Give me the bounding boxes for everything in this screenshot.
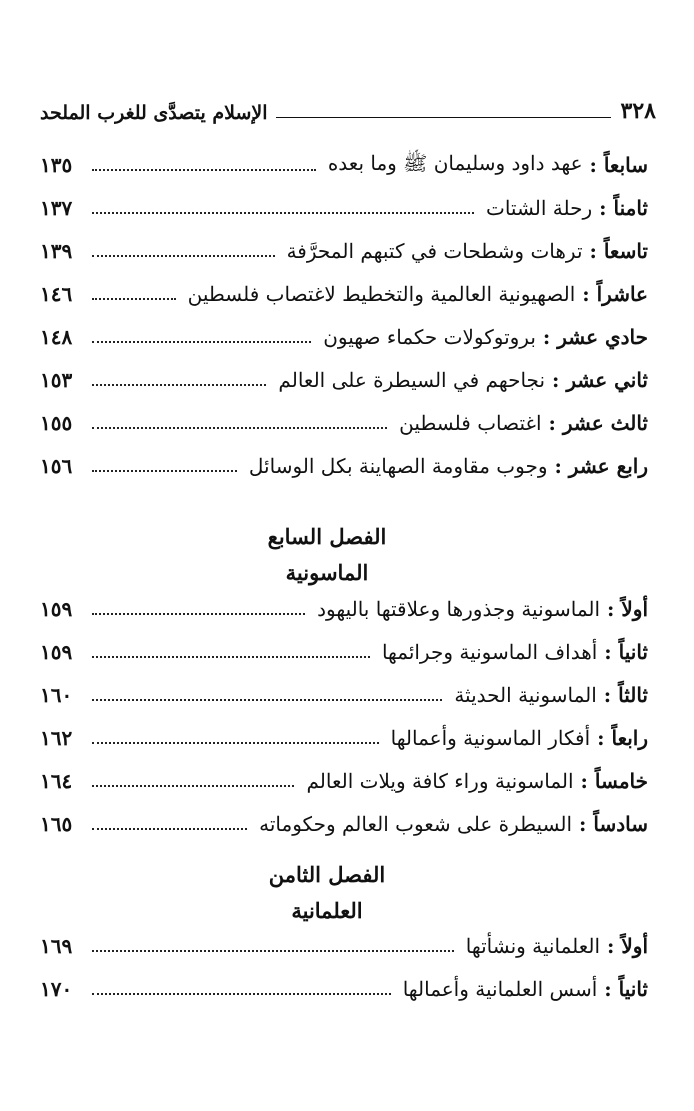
toc-entry-title: رحلة الشتات	[486, 196, 593, 220]
chapter-subheading: العلمانية	[291, 898, 363, 923]
toc-entry-page: ١٦٥	[40, 812, 73, 836]
leader-dots	[92, 828, 247, 830]
toc-entry	[40, 764, 648, 798]
toc-entry-title: وجوب مقاومة الصهاينة بكل الوسائل	[248, 454, 548, 478]
toc-entry	[40, 320, 648, 354]
toc-entry	[40, 406, 648, 440]
toc-colon: :	[596, 683, 619, 707]
toc-entry-title: أهداف الماسونية وجرائمها	[381, 640, 598, 664]
toc-entry-page: ١٤٨	[40, 325, 73, 349]
toc-entry-page: ١٦٩	[40, 934, 73, 958]
toc-entry	[40, 234, 648, 268]
toc-entry-label: سادساً	[593, 812, 648, 836]
toc-entry	[40, 972, 648, 1006]
toc-entry-label: رابع عشر	[568, 454, 648, 478]
toc-entry-label: عاشراً	[596, 282, 648, 306]
toc-entry-title: عهد داود وسليمان ﷺ وما بعده	[327, 150, 583, 175]
toc-colon: :	[600, 597, 622, 621]
toc-entry-page: ١٥٣	[40, 368, 73, 392]
leader-dots	[92, 427, 387, 429]
toc-entry-title: السيطرة على شعوب العالم وحكوماته	[259, 812, 573, 836]
toc-entry	[40, 363, 648, 397]
toc-entry-page: ١٥٩	[40, 597, 73, 621]
toc-entry	[40, 635, 648, 669]
leader-dots	[92, 656, 370, 658]
chapter-heading: الفصل السابع	[267, 524, 387, 549]
toc-entry-label: خامساً	[594, 769, 648, 793]
toc-entry-label: ثالث عشر	[562, 411, 648, 435]
page-number: ٣٢٨	[620, 98, 656, 124]
toc-colon: :	[545, 368, 567, 392]
toc-entry-page: ١٣٧	[40, 196, 73, 220]
toc-colon: :	[582, 153, 604, 177]
toc-entry-page: ١٦٠	[40, 683, 73, 707]
leader-dots	[92, 993, 391, 995]
chapter-heading: الفصل الثامن	[268, 862, 386, 887]
toc-entry-title: الصهيونية العالمية والتخطيط لاغتصاب فلسطين	[187, 282, 576, 306]
leader-dots	[92, 298, 176, 300]
toc-colon: :	[572, 812, 594, 836]
toc-entry-label: تاسعاً	[603, 239, 648, 263]
toc-entry-title: الماسونية وراء كافة ويلات العالم	[306, 769, 574, 793]
toc-entry-label: ثاني عشر	[566, 368, 648, 392]
toc-entry-label: حادي عشر	[557, 325, 648, 349]
toc-entry	[40, 148, 648, 182]
leader-dots	[92, 785, 294, 787]
toc-colon: :	[573, 769, 595, 793]
toc-entry-title: اغتصاب فلسطين	[399, 411, 542, 435]
toc-entry	[40, 277, 648, 311]
toc-entry-title: ترهات وشطحات في كتبهم المحرَّفة	[286, 239, 583, 263]
leader-dots	[92, 950, 454, 952]
toc-entry-title: بروتوكولات حكماء صهيون	[323, 325, 536, 349]
leader-dots	[92, 212, 474, 214]
running-header-title: الإسلام يتصدَّى للغرب الملحد	[40, 102, 268, 124]
toc-entry-page: ١٥٥	[40, 411, 73, 435]
toc-entry	[40, 449, 648, 483]
toc-entry	[40, 929, 648, 963]
leader-dots	[92, 742, 379, 744]
toc-entry-label: ثانياً	[618, 977, 648, 1001]
toc-entry	[40, 721, 648, 755]
toc-entry-label: ثالثاً	[618, 683, 648, 707]
toc-entry-title: الماسونية وجذورها وعلاقتها باليهود	[317, 597, 601, 621]
toc-entry-label: أولاً	[621, 934, 648, 958]
toc-entry-page: ١٦٤	[40, 769, 73, 793]
leader-dots	[92, 255, 275, 257]
toc-entry-title: أسس العلمانية وأعمالها	[402, 977, 598, 1001]
toc-entry-page: ١٣٩	[40, 239, 73, 263]
toc-entry-page: ١٣٥	[40, 153, 73, 177]
toc-colon: :	[590, 726, 612, 750]
toc-entry-page: ١٦٢	[40, 726, 73, 750]
toc-colon: :	[597, 640, 619, 664]
toc-entry-page: ١٧٠	[40, 977, 73, 1001]
leader-dots	[92, 699, 442, 701]
toc-colon: :	[582, 239, 604, 263]
leader-dots	[92, 169, 316, 171]
running-header	[40, 90, 656, 124]
toc-entry-title: العلمانية ونشأتها	[465, 934, 601, 958]
toc-entry-page: ١٥٩	[40, 640, 73, 664]
toc-colon: :	[597, 977, 619, 1001]
toc-entry-label: أولاً	[621, 597, 648, 621]
toc-colon: :	[592, 196, 614, 220]
leader-dots	[92, 470, 237, 472]
toc-entry	[40, 191, 648, 225]
leader-dots	[92, 613, 305, 615]
toc-colon: :	[575, 282, 597, 306]
toc-entry-label: سابعاً	[603, 153, 648, 177]
toc-colon: :	[541, 411, 563, 435]
toc-entry-label: رابعاً	[611, 726, 648, 750]
toc-entry-label: ثامناً	[613, 196, 648, 220]
chapter-subheading: الماسونية	[285, 560, 369, 585]
toc-entry	[40, 592, 648, 626]
header-rule	[276, 117, 611, 118]
toc-entry-page: ١٥٦	[40, 454, 73, 478]
toc-colon: :	[547, 454, 569, 478]
toc-entry-title: نجاحهم في السيطرة على العالم	[278, 368, 546, 392]
toc-entry-label: ثانياً	[618, 640, 648, 664]
toc-colon: :	[535, 325, 558, 349]
leader-dots	[92, 341, 311, 343]
leader-dots	[92, 384, 266, 386]
toc-colon: :	[600, 934, 622, 958]
toc-entry-title: أفكار الماسونية وأعمالها	[390, 726, 591, 750]
toc-entry-page: ١٤٦	[40, 282, 73, 306]
toc-entry	[40, 678, 648, 712]
toc-entry	[40, 807, 648, 841]
toc-entry-title: الماسونية الحديثة	[454, 683, 597, 707]
